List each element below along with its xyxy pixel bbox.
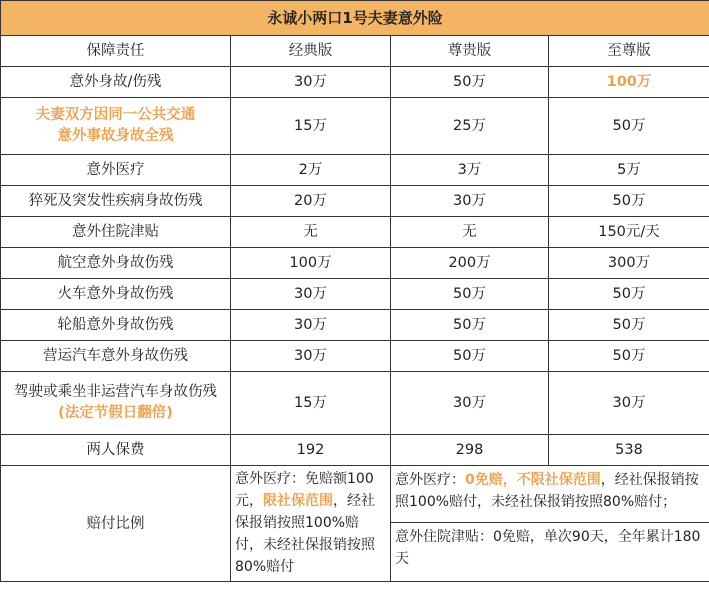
payout-row-1	[1, 466, 709, 523]
premium-cell: 50万	[391, 279, 549, 310]
header-classic: 经典版	[231, 36, 391, 67]
supreme-cell: 5万	[549, 155, 709, 186]
row-label: 两人保费	[1, 435, 231, 466]
table-row	[1, 248, 709, 279]
row-label	[1, 372, 231, 435]
row-label: 意外住院津贴	[1, 217, 231, 248]
upper-payout-text	[391, 466, 709, 523]
classic-payout-part1: 意外医疗：免赔额100元，	[235, 471, 374, 509]
premium-cell: 30万	[391, 186, 549, 217]
row-label: 轮船意外身故伤残	[1, 310, 231, 341]
row-label-line1: 驾驶或乘坐非运营汽车身故伤残	[14, 384, 217, 400]
supreme-cell: 50万	[549, 279, 709, 310]
hospital-allowance-payout: 意外住院津贴：0免赔，单次90天，全年累计180天	[391, 523, 709, 582]
classic-cell: 100万	[231, 248, 391, 279]
premium-cell: 30万	[391, 372, 549, 435]
classic-cell: 15万	[231, 98, 391, 155]
table-row	[1, 67, 709, 98]
supreme-cell: 100万	[549, 67, 709, 98]
table-row	[1, 310, 709, 341]
upper-payout-highlight: 0免赔，不限社保范围	[465, 472, 601, 488]
classic-cell: 15万	[231, 372, 391, 435]
premium-cell: 无	[391, 217, 549, 248]
header-supreme: 至尊版	[549, 36, 709, 67]
supreme-cell: 150元/天	[549, 217, 709, 248]
supreme-cell: 50万	[549, 98, 709, 155]
classic-payout-highlight: 限社保范围	[263, 493, 333, 509]
row-label: 航空意外身故伤残	[1, 248, 231, 279]
table-row	[1, 372, 709, 435]
classic-payout-part2: ，经社保报销按照100%赔付，未经社保报销按照80%赔付	[235, 493, 375, 575]
classic-cell: 20万	[231, 186, 391, 217]
premium-cell: 298	[391, 435, 549, 466]
row-label: 火车意外身故伤残	[1, 279, 231, 310]
supreme-cell: 300万	[549, 248, 709, 279]
row-label-line2: 意外事故身故全残	[57, 128, 174, 144]
table-row	[1, 98, 709, 155]
supreme-cell: 538	[549, 435, 709, 466]
supreme-cell: 50万	[549, 186, 709, 217]
premium-cell: 50万	[391, 341, 549, 372]
supreme-cell: 30万	[549, 372, 709, 435]
classic-cell: 192	[231, 435, 391, 466]
supreme-cell: 50万	[549, 310, 709, 341]
classic-cell: 30万	[231, 67, 391, 98]
premium-cell: 25万	[391, 98, 549, 155]
row-label: 意外身故/伤残	[1, 67, 231, 98]
premium-cell: 200万	[391, 248, 549, 279]
classic-cell: 30万	[231, 310, 391, 341]
classic-cell: 30万	[231, 279, 391, 310]
header-coverage: 保障责任	[1, 36, 231, 67]
row-label-line1: 夫妻双方因同一公共交通	[35, 107, 196, 123]
table-row	[1, 341, 709, 372]
classic-cell: 30万	[231, 341, 391, 372]
upper-payout-part1: 意外医疗：	[395, 472, 465, 488]
row-label: 营运汽车意外身故伤残	[1, 341, 231, 372]
row-label	[1, 98, 231, 155]
classic-cell: 2万	[231, 155, 391, 186]
premium-fee-row	[1, 435, 709, 466]
title-row	[1, 1, 709, 36]
payout-label: 赔付比例	[1, 466, 231, 582]
table-row	[1, 186, 709, 217]
table-row	[1, 217, 709, 248]
premium-cell: 50万	[391, 310, 549, 341]
header-row	[1, 36, 709, 67]
premium-cell: 3万	[391, 155, 549, 186]
table-title: 永诚小两口1号夫妻意外险	[1, 1, 709, 36]
premium-cell: 50万	[391, 67, 549, 98]
row-label: 意外医疗	[1, 155, 231, 186]
header-premium: 尊贵版	[391, 36, 549, 67]
classic-payout-text	[231, 466, 391, 582]
supreme-cell: 50万	[549, 341, 709, 372]
upper-payout-part2: ，经社保报销按照100%赔付，未经社保报销按照80%赔付；	[395, 472, 699, 510]
table-row	[1, 279, 709, 310]
table-row	[1, 155, 709, 186]
holiday-double-note: (法定节假日翻倍)	[58, 405, 173, 421]
classic-cell: 无	[231, 217, 391, 248]
row-label: 猝死及突发性疾病身故伤残	[1, 186, 231, 217]
